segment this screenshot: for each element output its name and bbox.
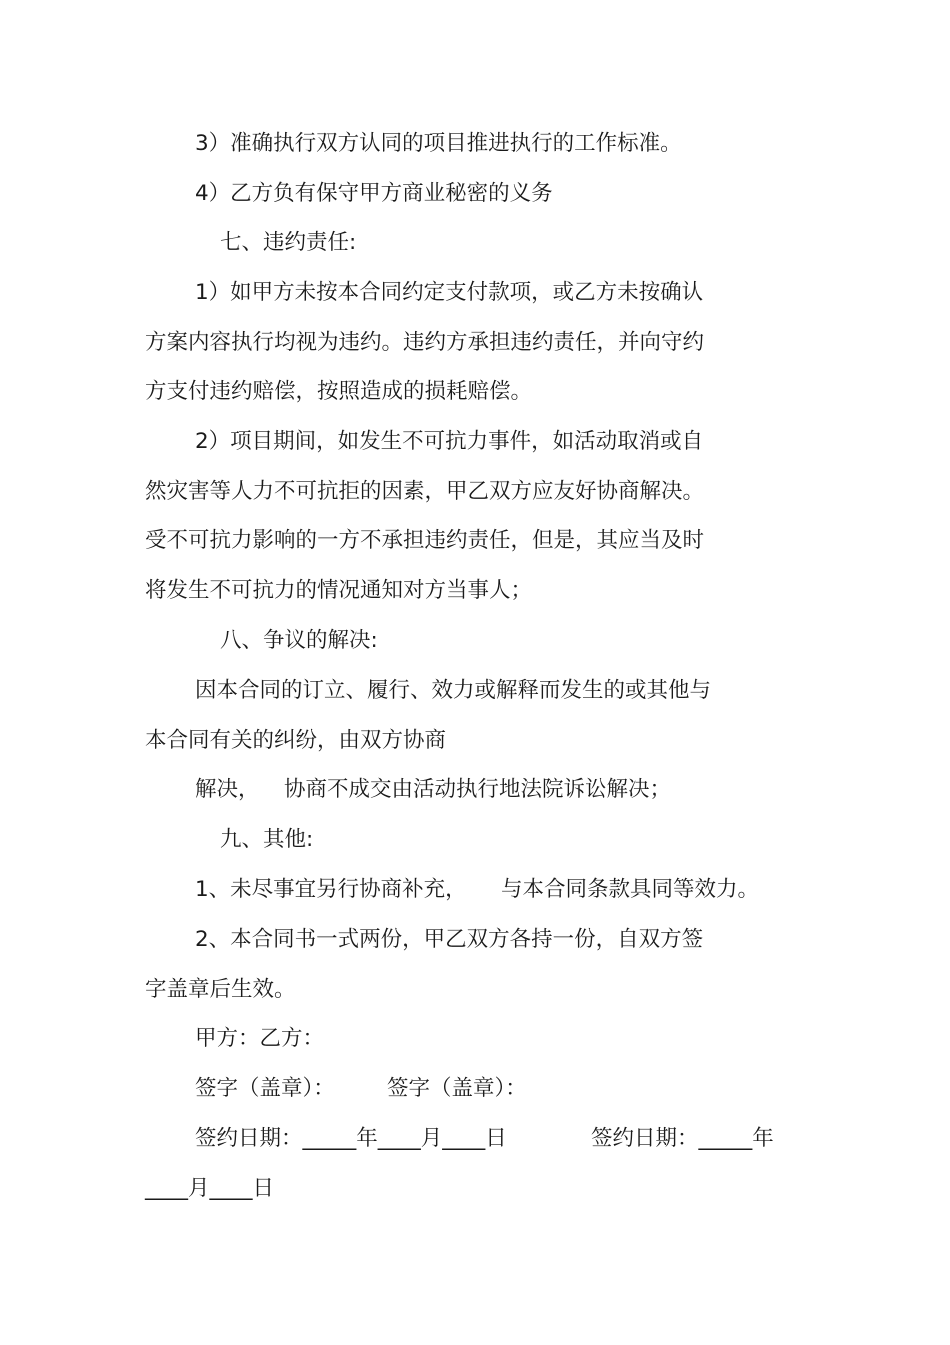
- other-clause-2-line-1: 2、本合同书一式两份，甲乙双方各持一份，自双方签: [195, 927, 704, 952]
- section-heading-dispute: 八、争议的解决:: [220, 628, 378, 653]
- party-labels: 甲方：乙方：: [195, 1026, 325, 1051]
- clause-obligation-3: 3）准确执行双方认同的项目推进执行的工作标准。: [195, 131, 682, 156]
- sign-date-party-a: 签约日期：_____年____月____日: [195, 1126, 507, 1151]
- signature-party-b: 签字（盖章）：: [387, 1076, 527, 1101]
- section-heading-other: 九、其他:: [220, 827, 314, 852]
- breach-clause-2-line-2: 然灾害等人力不可抗拒的因素，甲乙双方应友好协商解决。: [145, 479, 705, 504]
- clause-obligation-4: 4）乙方负有保守甲方商业秘密的义务: [195, 181, 553, 206]
- breach-clause-1-line-3: 方支付违约赔偿，按照造成的损耗赔偿。: [145, 379, 533, 404]
- other-clause-1b: 与本合同条款具同等效力。: [501, 877, 760, 902]
- breach-clause-2-line-3: 受不可抗力影响的一方不承担违约责任，但是，其应当及时: [145, 528, 705, 553]
- other-clause-1a: 1、未尽事宜另行协商补充，: [195, 877, 467, 902]
- sign-date-party-b-cont: ____月____日: [145, 1176, 275, 1201]
- dispute-clause-line-3a: 解决，: [195, 777, 260, 802]
- other-clause-2-line-2: 字盖章后生效。: [145, 977, 296, 1002]
- breach-clause-1-line-1: 1）如甲方未按本合同约定支付款项，或乙方未按确认: [195, 280, 704, 305]
- dispute-clause-line-2: 本合同有关的纠纷，由双方协商: [145, 728, 447, 753]
- breach-clause-2-line-4: 将发生不可抗力的情况通知对方当事人；: [145, 578, 533, 603]
- dispute-clause-line-1: 因本合同的订立、履行、效力或解释而发生的或其他与: [195, 678, 712, 703]
- signature-party-a: 签字（盖章）：: [195, 1076, 335, 1101]
- sign-date-party-b: 签约日期：_____年: [591, 1126, 774, 1151]
- breach-clause-1-line-2: 方案内容执行均视为违约。违约方承担违约责任，并向守约: [145, 330, 705, 355]
- breach-clause-2-line-1: 2）项目期间，如发生不可抗力事件，如活动取消或自: [195, 429, 704, 454]
- section-heading-breach: 七、违约责任:: [220, 230, 357, 255]
- dispute-clause-line-3b: 协商不成交由活动执行地法院诉讼解决；: [284, 777, 672, 802]
